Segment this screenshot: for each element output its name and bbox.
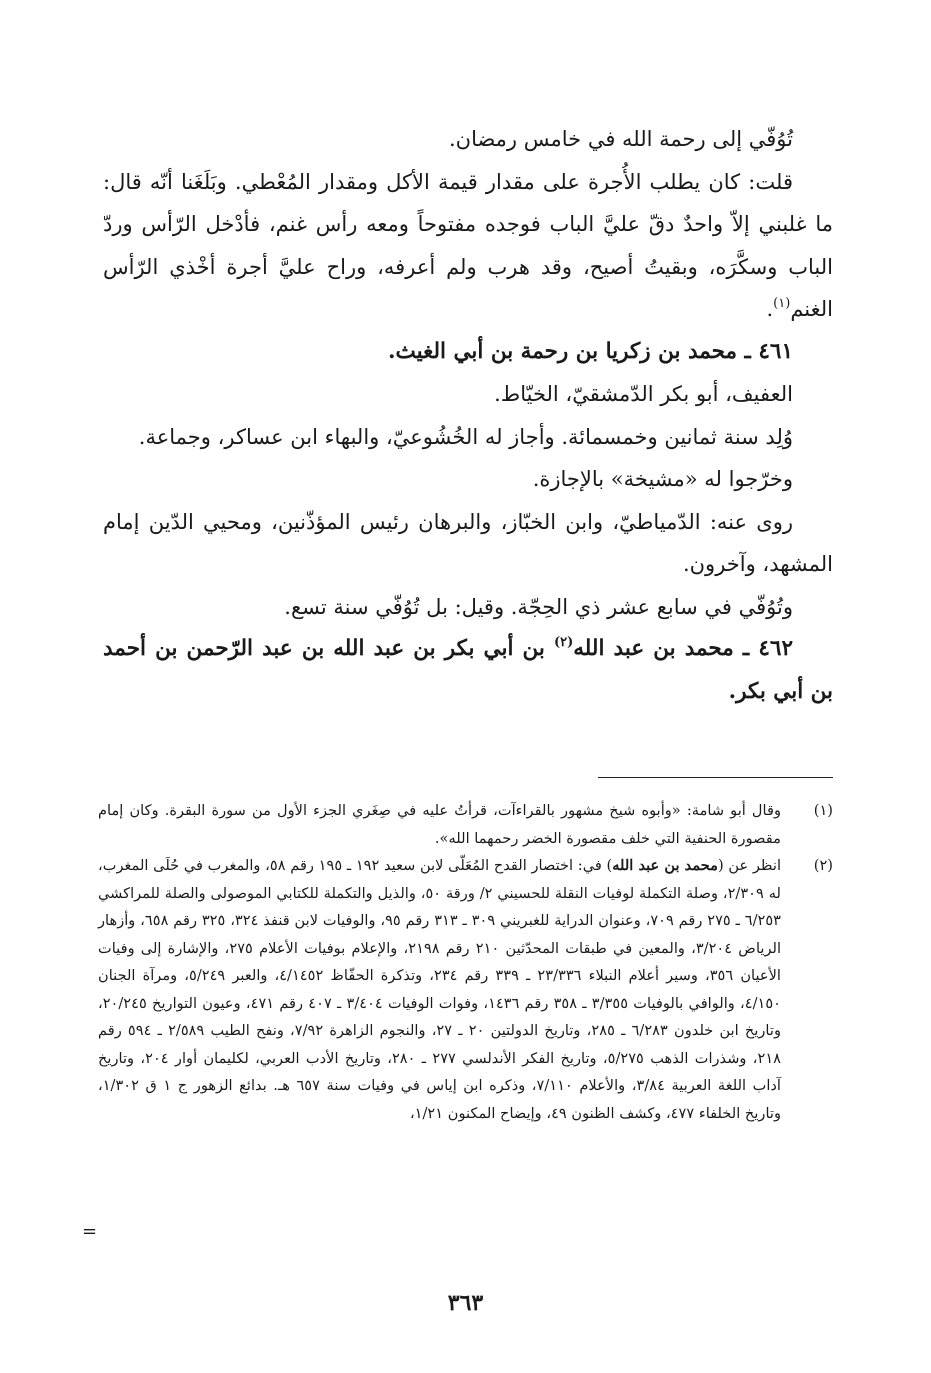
paragraph: وُلِد سنة ثمانين وخمسمائة. وأجاز له الخُشُوعيّ، والبهاء ابن عساكر، وجماعة. <box>138 424 793 449</box>
main-text <box>103 118 833 713</box>
footnote-separator <box>598 777 833 778</box>
paragraph-text: قلت: كان يطلب الأُجرة على مقدار قيمة الأكل ومقدار المُعْطي. وبَلَغَنا أنّه قال: ما غلبني إلاّ واحدٌ دقّ عليَّ الباب فوجده مفتوحاً ومعه رأس غنم، فأدْخل الرّأس وردّ الباب وسكَّرَه، وبقيتُ أصيح، وقد هرب ولم أعرفه، وراح عليَّ أجرة أخْذي الرّأس الغنم <box>103 169 833 321</box>
paragraph: وخرّجوا له «مشيخة» بالإجازة. <box>532 467 793 491</box>
entry-heading-462 <box>103 628 833 713</box>
paragraph-end: . <box>766 297 774 321</box>
paragraph: وتُوُفّي في سابع عشر ذي الحِجّة. وقيل: بل تُوُفّي سنة تسع. <box>284 594 793 619</box>
paragraph: العفيف، أبو بكر الدّمشقيّ، الخيّاط. <box>494 382 793 406</box>
footnote-text: وقال أبو شامة: «وأبوه شيخ مشهور بالقراءآت، قرأتُ عليه في صِغَري الجزء الأول من سورة البقرة. وكان إمام مقصورة الحنفية التي خلف مقصورة الخضر رحمهما الله». <box>98 802 781 847</box>
paragraph: تُوُفّي إلى رحمة الله في خامس رمضان. <box>448 127 793 151</box>
heading-text-cont: بن أبي بكر بن عبد الله بن عبد الرّحمن بن أحمد بن أبي بكر. <box>103 636 833 704</box>
entry-heading-461: ٤٦١ ـ محمد بن زكريا بن رحمة بن أبي الغيث. <box>388 338 793 364</box>
footnote-ref-1[interactable]: (١) <box>773 296 791 311</box>
footnote-1 <box>98 797 833 852</box>
footnote-text-part: انظر عن ( <box>718 857 782 874</box>
heading-text: ٤٦٢ ـ محمد بن عبد الله <box>573 636 793 661</box>
footnote-text-part: ) في: اختصار القدح المُعَلّى لابن سعيد ١٩٢ ـ ١٩٥ رقم ٥٨، والمغرب في حُلَى المغرب، له ٢/٣٠٩، وصلة التكملة لوفيات النقلة للحسيني ٢/ ورقة ٥٠، والذيل والتكملة للكتابي الموصولى والصلة للمراكشي ٦/٢٥٣ ـ ٢٧٥ رقم ٧٠٩، وعنوان الدراية للغبريني ٣٠٩ ـ ٣١٣ رقم ٩٥، والوفيات لابن قنفذ ٣٢٤، ٣٢٥ رقم ٦٥٨، وأزهار الرياض ٣/٢٠٤، والمعين في طبقات المحدّثين ٢١٠ رقم ٢١٩٨، والإعلام بوفيات الأعلام ٢٧٥، والإشارة إلى وفيات الأعيان ٣٥٦، وسير أعلام النبلاء ٢٣/٣٣٦ ـ ٣٣٩ رقم ٢٣٤، وتذكرة الحفّاظ ٤/١٤٥٢، والعبر ٥/٢٤٩، ومرآة الجنان ٤/١٥٠، والوافي بالوفيات ٣/٣٥٥ ـ ٣٥٨ رقم ١٤٣٦، وفوات الوفيات ٣/٤٠٤ ـ ٤٠٧ رقم ٤٧١، وعيون التواريخ ٢٠/٢٤٥، وتاريخ ابن خلدون ٦/٢٨٣ ـ ٢٨٥، وتاريخ الدولتين ٢٠ ـ ٢٧، والنجوم الزاهرة ٧/٩٢، ونفح الطيب ٢/٥٨٩ ـ ٥٩٤ رقم ٢١٨، وشذرات الذهب ٥/٢٧٥، وتاريخ الفكر الأندلسي ٢٧٧ ـ ٢٨٠، وتاريخ الأدب العربي، لكليمان أوار ٢٠٤، وتاريخ آداب اللغة العربية ٣/٨٤، والأعلام ٧/١١٠، وذكره ابن إياس في وفيات سنة ٦٥٧ هـ. بدائع الزهور ج ١ ق ١/٣٠٢، وتاريخ الخلفاء ٤٧٧، وكشف الظنون ٤٩، وإيضاح المكنون ١/٢١، <box>98 857 782 1122</box>
paragraph: روى عنه: الدّمياطيّ، وابن الخبّاز، والبرهان رئيس المؤذّنين، ومحيي الدّين إمام المشهد، وآخرون. <box>103 509 833 576</box>
paragraph <box>103 161 833 331</box>
continuation-mark: = <box>82 1221 98 1242</box>
footnote-number: (٢) <box>813 857 833 874</box>
footnotes <box>98 797 833 1127</box>
footnote-text <box>98 857 781 1122</box>
footnote-ref-2[interactable]: (٢) <box>553 635 574 650</box>
footnote-bold-name: محمد بن عبد الله <box>612 857 718 874</box>
footnote-2 <box>98 852 833 1127</box>
page-number: ٣٦٣ <box>447 1290 484 1316</box>
footnote-number: (١) <box>813 802 833 819</box>
